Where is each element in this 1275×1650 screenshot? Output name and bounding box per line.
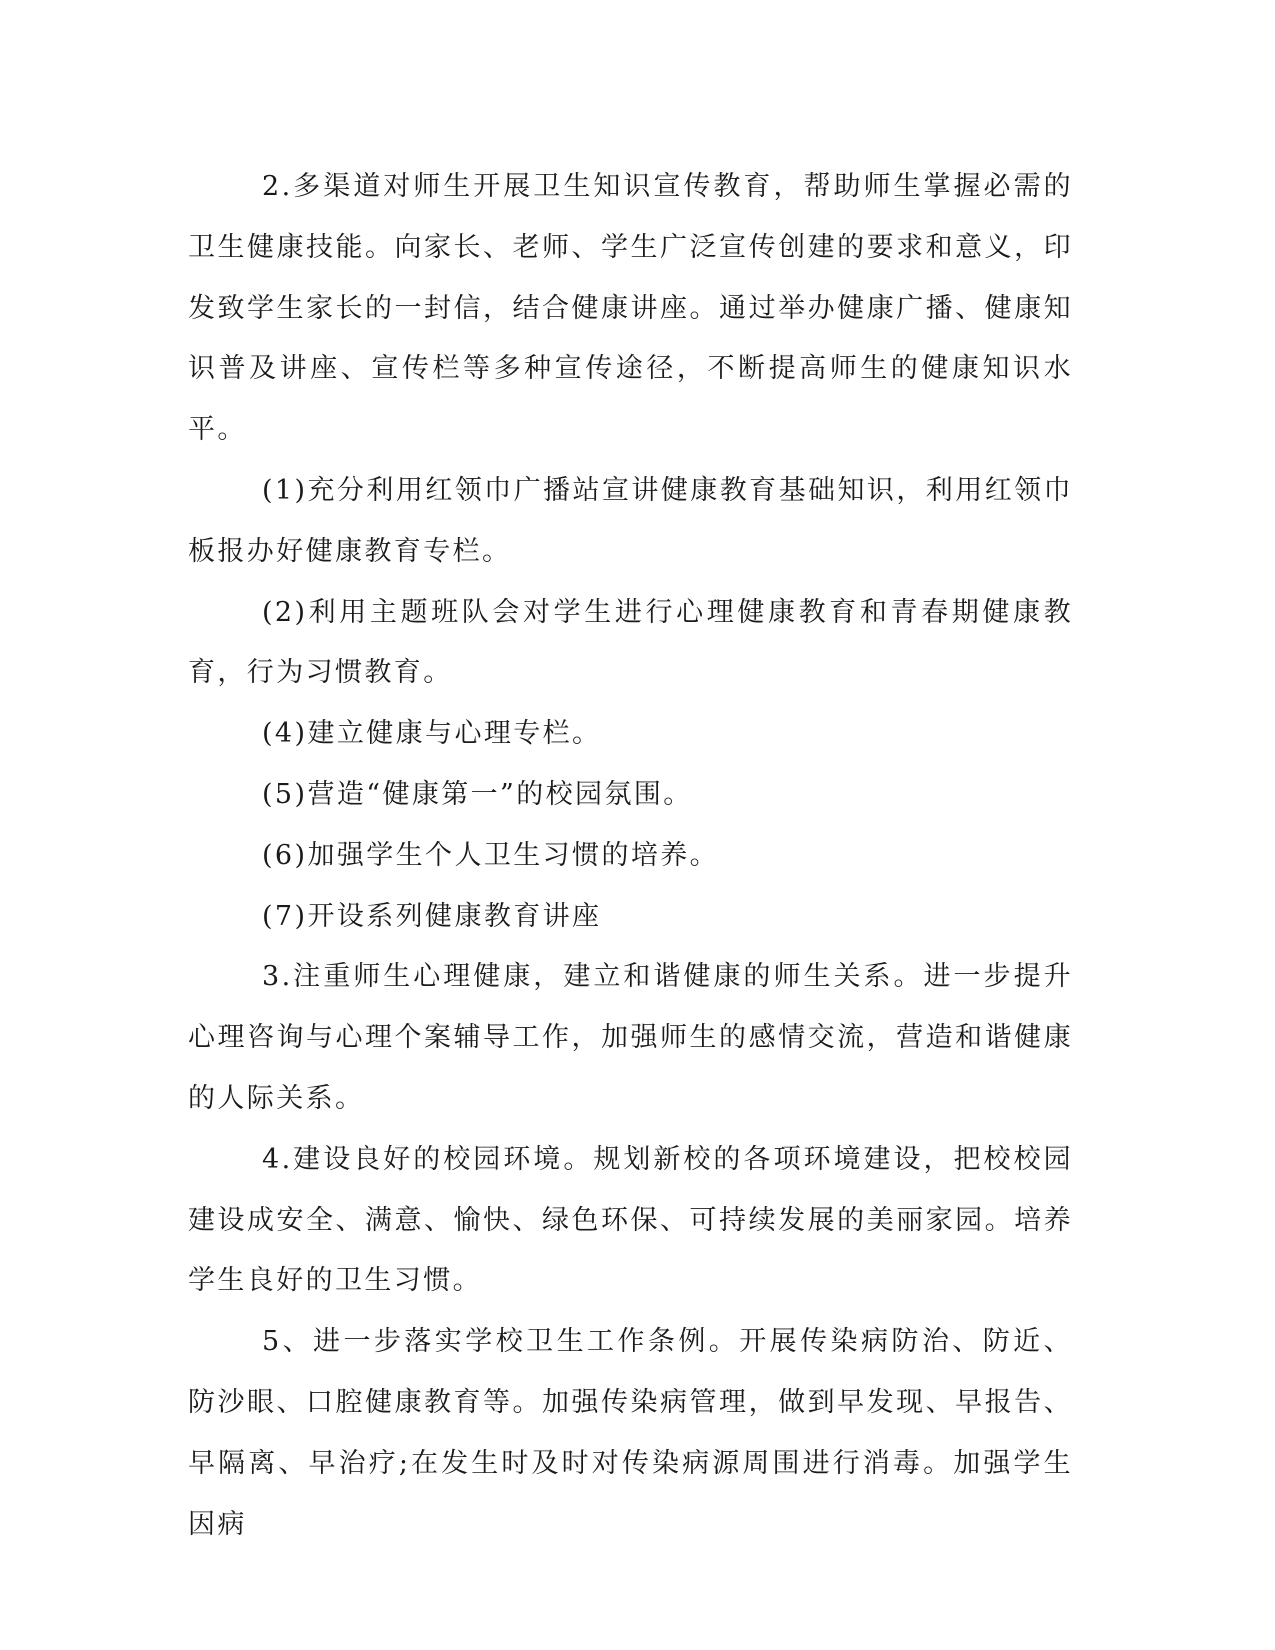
paragraph-2-5: (5)营造“健康第一”的校园氛围。: [262, 778, 693, 810]
document-body: [188, 157, 1073, 1555]
paragraph-4: 4.建设良好的校园环境。规划新校的各项环境建设，把校校园建设成安全、满意、愉快、绿色环保、可持续发展的美丽家园。培养学生良好的卫生习惯。: [188, 1143, 1073, 1297]
paragraph-2-4: (4)建立健康与心理专栏。: [262, 718, 602, 750]
paragraph-2-7: (7)开设系列健康教育讲座: [262, 900, 602, 932]
paragraph-2-6: (6)加强学生个人卫生习惯的培养。: [262, 839, 720, 871]
paragraph-2: 2.多渠道对师生开展卫生知识宣传教育，帮助师生掌握必需的卫生健康技能。向家长、老师、学生广泛宣传创建的要求和意义，印发致学生家长的一封信，结合健康讲座。通过举办健康广播、健康知识普及讲座、宣传栏等多种宣传途径，不断提高师生的健康知识水平。: [188, 171, 1073, 446]
paragraph-2-1: (1)充分利用红领巾广播站宣讲健康教育基础知识，利用红领巾板报办好健康教育专栏。: [188, 474, 1073, 567]
paragraph-3: 3.注重师生心理健康，建立和谐健康的师生关系。进一步提升心理咨询与心理个案辅导工作，加强师生的感情交流，营造和谐健康的人际关系。: [188, 961, 1073, 1114]
paragraph-5: 5、进一步落实学校卫生工作条例。开展传染病防治、防近、防沙眼、口腔健康教育等。加强传染病管理，做到早发现、早报告、早隔离、早治疗;在发生时及时对传染病源周围进行消毒。加强学生因病: [188, 1326, 1073, 1540]
paragraph-2-2: (2)利用主题班队会对学生进行心理健康教育和青春期健康教育，行为习惯教育。: [188, 596, 1073, 689]
